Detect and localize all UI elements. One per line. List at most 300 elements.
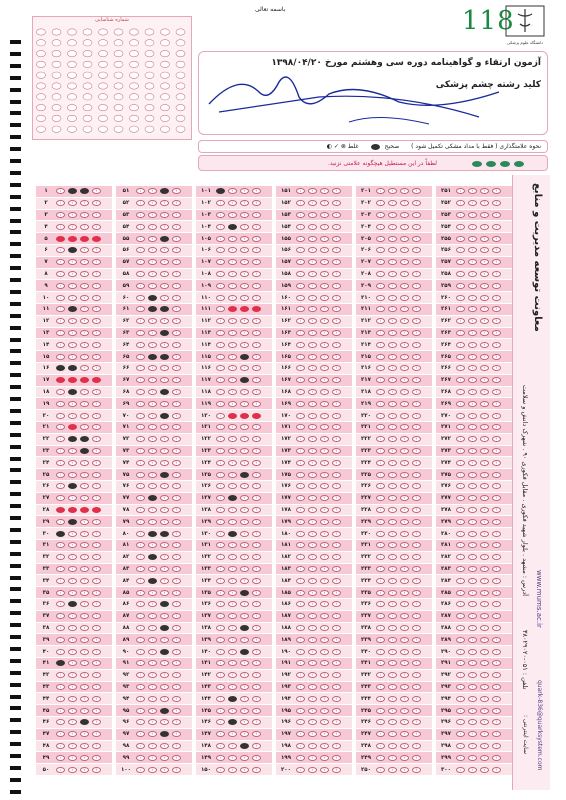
answer-bubble[interactable]: ۳ [480, 200, 489, 206]
answer-bubble[interactable]: ۳ [160, 613, 169, 619]
answer-bubble[interactable]: ۱ [296, 613, 305, 619]
answer-bubble[interactable]: ۱ [56, 613, 65, 619]
answer-bubble[interactable]: ۲ [68, 354, 77, 360]
answer-bubble[interactable]: ۱ [136, 672, 145, 678]
answer-bubble[interactable]: ۳ [400, 507, 409, 513]
answer-bubble[interactable]: ۲ [388, 637, 397, 643]
answer-bubble[interactable]: ۴ [412, 389, 421, 395]
answer-bubble[interactable] [80, 507, 89, 513]
answer-bubble[interactable]: ۲ [468, 212, 477, 218]
answer-bubble[interactable]: ۱ [456, 601, 465, 607]
answer-bubble[interactable]: ۲ [228, 318, 237, 324]
answer-bubble[interactable]: ۲ [228, 330, 237, 336]
answer-bubble[interactable]: ۲ [308, 354, 317, 360]
answer-bubble[interactable]: ۴ [172, 613, 181, 619]
answer-bubble[interactable]: ۱ [216, 236, 225, 242]
answer-bubble[interactable]: ۲ [148, 271, 157, 277]
answer-bubble[interactable]: ۲ [228, 613, 237, 619]
answer-bubble[interactable]: ۳ [480, 625, 489, 631]
answer-bubble[interactable]: ۳ [240, 283, 249, 289]
answer-bubble[interactable]: ۳ [160, 283, 169, 289]
answer-bubble[interactable]: ۱ [376, 200, 385, 206]
answer-bubble[interactable]: ۱ [296, 566, 305, 572]
answer-bubble[interactable]: ۴ [252, 590, 261, 596]
answer-bubble[interactable]: ۱ [136, 542, 145, 548]
answer-bubble[interactable]: ۱ [296, 188, 305, 194]
answer-bubble[interactable]: ۲ [388, 590, 397, 596]
answer-bubble[interactable]: ۴ [172, 649, 181, 655]
answer-bubble[interactable]: ۴ [412, 401, 421, 407]
answer-bubble[interactable]: ۱ [376, 649, 385, 655]
answer-bubble[interactable]: ۱ [376, 436, 385, 442]
answer-bubble[interactable] [160, 531, 169, 537]
answer-bubble[interactable]: ۲ [468, 295, 477, 301]
answer-bubble[interactable]: ۳ [400, 578, 409, 584]
answer-bubble[interactable]: ۴ [492, 696, 501, 702]
answer-bubble[interactable]: ۳ [400, 767, 409, 773]
answer-bubble[interactable]: ۱ [456, 519, 465, 525]
answer-bubble[interactable]: ۱ [136, 578, 145, 584]
answer-bubble[interactable]: ۴ [252, 731, 261, 737]
answer-bubble[interactable]: ۴ [332, 259, 341, 265]
answer-bubble[interactable]: ۲ [148, 708, 157, 714]
answer-bubble[interactable]: ۱ [456, 472, 465, 478]
answer-bubble[interactable]: ۳ [400, 436, 409, 442]
answer-bubble[interactable]: ۲ [308, 330, 317, 336]
answer-bubble[interactable]: ۳ [80, 295, 89, 301]
answer-bubble[interactable]: ۲ [68, 566, 77, 572]
answer-bubble[interactable]: ۴ [92, 755, 101, 761]
answer-bubble[interactable]: ۲ [68, 590, 77, 596]
answer-bubble[interactable]: ۴ [252, 696, 261, 702]
answer-bubble[interactable]: ۲ [468, 625, 477, 631]
answer-bubble[interactable]: ۳ [480, 743, 489, 749]
answer-bubble[interactable] [240, 354, 249, 360]
answer-bubble[interactable]: ۱ [216, 224, 225, 230]
answer-bubble[interactable]: ۲ [228, 200, 237, 206]
answer-bubble[interactable]: ۴ [492, 519, 501, 525]
answer-bubble[interactable]: ۱ [136, 354, 145, 360]
answer-bubble[interactable]: ۱ [216, 330, 225, 336]
answer-bubble[interactable]: ۳ [400, 696, 409, 702]
answer-bubble[interactable]: ۴ [492, 649, 501, 655]
answer-bubble[interactable]: ۳ [320, 578, 329, 584]
answer-bubble[interactable]: ۱ [136, 306, 145, 312]
answer-bubble[interactable]: ۳ [400, 625, 409, 631]
answer-bubble[interactable]: ۴ [412, 743, 421, 749]
answer-bubble[interactable]: ۲ [148, 401, 157, 407]
answer-bubble[interactable]: ۱ [456, 507, 465, 513]
answer-bubble[interactable]: ۲ [308, 472, 317, 478]
answer-bubble[interactable]: ۴ [252, 542, 261, 548]
answer-bubble[interactable]: ۱ [456, 531, 465, 537]
answer-bubble[interactable]: ۴ [332, 377, 341, 383]
answer-bubble[interactable]: ۲ [308, 519, 317, 525]
answer-bubble[interactable]: ۴ [252, 483, 261, 489]
answer-bubble[interactable]: ۱ [136, 495, 145, 501]
answer-bubble[interactable]: ۴ [252, 436, 261, 442]
answer-bubble[interactable]: ۴ [172, 212, 181, 218]
answer-bubble[interactable]: ۳ [160, 578, 169, 584]
answer-bubble[interactable]: ۳ [320, 283, 329, 289]
answer-bubble[interactable]: ۴ [92, 436, 101, 442]
answer-bubble[interactable]: ۳ [320, 672, 329, 678]
answer-bubble[interactable]: ۳ [320, 401, 329, 407]
answer-bubble[interactable] [160, 472, 169, 478]
answer-bubble[interactable]: ۲ [388, 283, 397, 289]
answer-bubble[interactable]: ۳ [80, 401, 89, 407]
answer-bubble[interactable]: ۳ [400, 684, 409, 690]
answer-bubble[interactable]: ۲ [228, 601, 237, 607]
answer-bubble[interactable]: ۴ [252, 283, 261, 289]
answer-bubble[interactable]: ۲ [68, 684, 77, 690]
answer-bubble[interactable] [68, 365, 77, 371]
answer-bubble[interactable]: ۱ [456, 200, 465, 206]
answer-bubble[interactable]: ۴ [332, 637, 341, 643]
answer-bubble[interactable]: ۳ [320, 542, 329, 548]
answer-bubble[interactable]: ۴ [252, 566, 261, 572]
answer-bubble[interactable]: ۲ [468, 590, 477, 596]
answer-bubble[interactable]: ۴ [172, 472, 181, 478]
answer-bubble[interactable]: ۳ [320, 224, 329, 230]
answer-bubble[interactable]: ۳ [320, 743, 329, 749]
answer-bubble[interactable]: ۴ [412, 259, 421, 265]
answer-bubble[interactable]: ۲ [228, 236, 237, 242]
answer-bubble[interactable]: ۳ [480, 424, 489, 430]
answer-bubble[interactable]: ۳ [480, 531, 489, 537]
answer-bubble[interactable]: ۲ [148, 342, 157, 348]
answer-bubble[interactable]: ۴ [92, 649, 101, 655]
answer-bubble[interactable]: ۴ [332, 224, 341, 230]
answer-bubble[interactable]: ۲ [388, 330, 397, 336]
answer-bubble[interactable]: ۱ [296, 507, 305, 513]
answer-bubble[interactable]: ۱ [136, 531, 145, 537]
answer-bubble[interactable]: ۲ [308, 566, 317, 572]
answer-bubble[interactable]: ۱ [56, 424, 65, 430]
answer-bubble[interactable]: ۲ [68, 542, 77, 548]
answer-bubble[interactable]: ۳ [480, 767, 489, 773]
answer-bubble[interactable]: ۱ [456, 401, 465, 407]
answer-bubble[interactable] [160, 188, 169, 194]
answer-bubble[interactable]: ۲ [228, 212, 237, 218]
answer-bubble[interactable]: ۴ [412, 625, 421, 631]
answer-bubble[interactable]: ۴ [332, 330, 341, 336]
answer-bubble[interactable]: ۱ [56, 306, 65, 312]
answer-bubble[interactable]: ۱ [456, 283, 465, 289]
answer-bubble[interactable]: ۱ [376, 212, 385, 218]
answer-bubble[interactable]: ۱ [216, 731, 225, 737]
answer-bubble[interactable]: ۲ [308, 318, 317, 324]
answer-bubble[interactable]: ۱ [56, 354, 65, 360]
answer-bubble[interactable]: ۴ [92, 472, 101, 478]
answer-bubble[interactable]: ۴ [252, 354, 261, 360]
answer-bubble[interactable]: ۲ [228, 755, 237, 761]
answer-bubble[interactable]: ۳ [480, 507, 489, 513]
answer-bubble[interactable]: ۴ [172, 247, 181, 253]
answer-bubble[interactable]: ۱ [216, 660, 225, 666]
answer-bubble[interactable]: ۲ [468, 660, 477, 666]
answer-bubble[interactable] [80, 436, 89, 442]
answer-bubble[interactable]: ۳ [240, 330, 249, 336]
answer-bubble[interactable] [80, 236, 89, 242]
answer-bubble[interactable]: ۱ [296, 708, 305, 714]
answer-bubble[interactable]: ۲ [388, 672, 397, 678]
answer-bubble[interactable]: ۴ [252, 637, 261, 643]
answer-bubble[interactable]: ۱ [136, 613, 145, 619]
answer-bubble[interactable]: ۳ [320, 200, 329, 206]
answer-bubble[interactable]: ۳ [80, 767, 89, 773]
answer-bubble[interactable]: ۱ [456, 767, 465, 773]
answer-bubble[interactable]: ۳ [320, 330, 329, 336]
answer-bubble[interactable]: ۴ [92, 460, 101, 466]
answer-bubble[interactable] [68, 507, 77, 513]
answer-bubble[interactable]: ۱ [456, 448, 465, 454]
answer-bubble[interactable]: ۳ [160, 554, 169, 560]
answer-bubble[interactable] [160, 625, 169, 631]
answer-bubble[interactable]: ۲ [68, 413, 77, 419]
answer-bubble[interactable]: ۲ [468, 637, 477, 643]
answer-bubble[interactable]: ۱ [376, 531, 385, 537]
answer-bubble[interactable]: ۱ [136, 637, 145, 643]
answer-bubble[interactable]: ۲ [308, 413, 317, 419]
answer-bubble[interactable]: ۳ [320, 507, 329, 513]
answer-bubble[interactable]: ۳ [160, 224, 169, 230]
answer-bubble[interactable]: ۳ [480, 708, 489, 714]
answer-bubble[interactable]: ۲ [148, 424, 157, 430]
answer-bubble[interactable]: ۳ [320, 767, 329, 773]
answer-bubble[interactable]: ۱ [136, 389, 145, 395]
answer-bubble[interactable]: ۳ [400, 483, 409, 489]
answer-bubble[interactable]: ۳ [320, 590, 329, 596]
answer-bubble[interactable]: ۲ [308, 259, 317, 265]
answer-bubble[interactable]: ۳ [240, 188, 249, 194]
answer-bubble[interactable]: ۴ [92, 531, 101, 537]
answer-bubble[interactable]: ۳ [80, 283, 89, 289]
answer-bubble[interactable]: ۴ [492, 613, 501, 619]
answer-bubble[interactable]: ۳ [240, 436, 249, 442]
answer-bubble[interactable]: ۴ [172, 660, 181, 666]
answer-bubble[interactable]: ۲ [308, 188, 317, 194]
answer-bubble[interactable]: ۲ [68, 554, 77, 560]
answer-bubble[interactable]: ۲ [68, 731, 77, 737]
answer-bubble[interactable]: ۳ [400, 188, 409, 194]
answer-bubble[interactable]: ۴ [492, 625, 501, 631]
answer-bubble[interactable]: ۲ [68, 448, 77, 454]
answer-bubble[interactable]: ۱ [56, 330, 65, 336]
answer-bubble[interactable]: ۱ [296, 259, 305, 265]
answer-bubble[interactable]: ۱ [136, 660, 145, 666]
answer-bubble[interactable]: ۳ [480, 413, 489, 419]
answer-bubble[interactable]: ۲ [388, 377, 397, 383]
answer-bubble[interactable]: ۱ [296, 519, 305, 525]
answer-bubble[interactable]: ۴ [412, 660, 421, 666]
answer-bubble[interactable]: ۴ [332, 578, 341, 584]
answer-bubble[interactable]: ۳ [80, 531, 89, 537]
answer-bubble[interactable]: ۲ [148, 330, 157, 336]
answer-bubble[interactable]: ۳ [400, 200, 409, 206]
answer-bubble[interactable]: ۲ [228, 460, 237, 466]
answer-bubble[interactable]: ۴ [412, 212, 421, 218]
answer-bubble[interactable]: ۳ [240, 271, 249, 277]
answer-bubble[interactable]: ۲ [468, 696, 477, 702]
answer-bubble[interactable]: ۴ [492, 389, 501, 395]
answer-bubble[interactable]: ۴ [92, 188, 101, 194]
answer-bubble[interactable]: ۲ [468, 365, 477, 371]
answer-bubble[interactable]: ۱ [136, 519, 145, 525]
answer-bubble[interactable]: ۴ [332, 542, 341, 548]
answer-bubble[interactable] [148, 495, 157, 501]
answer-bubble[interactable]: ۳ [480, 613, 489, 619]
answer-bubble[interactable]: ۳ [320, 413, 329, 419]
answer-bubble[interactable]: ۴ [492, 212, 501, 218]
answer-bubble[interactable]: ۱ [136, 625, 145, 631]
answer-bubble[interactable]: ۱ [216, 424, 225, 430]
answer-bubble[interactable]: ۲ [388, 188, 397, 194]
answer-bubble[interactable]: ۳ [480, 448, 489, 454]
answer-bubble[interactable]: ۱ [376, 483, 385, 489]
answer-bubble[interactable]: ۲ [228, 424, 237, 430]
answer-bubble[interactable]: ۴ [92, 731, 101, 737]
answer-bubble[interactable]: ۴ [332, 554, 341, 560]
answer-bubble[interactable]: ۳ [80, 625, 89, 631]
answer-bubble[interactable]: ۱ [216, 200, 225, 206]
answer-bubble[interactable]: ۳ [400, 495, 409, 501]
answer-bubble[interactable]: ۴ [172, 330, 181, 336]
answer-bubble[interactable]: ۱ [56, 696, 65, 702]
answer-bubble[interactable]: ۳ [80, 590, 89, 596]
answer-bubble[interactable]: ۴ [492, 306, 501, 312]
answer-bubble[interactable]: ۲ [388, 483, 397, 489]
answer-bubble[interactable]: ۳ [320, 354, 329, 360]
answer-bubble[interactable]: ۲ [388, 212, 397, 218]
answer-bubble[interactable]: ۲ [468, 578, 477, 584]
answer-bubble[interactable]: ۱ [296, 330, 305, 336]
answer-bubble[interactable]: ۳ [240, 212, 249, 218]
answer-bubble[interactable]: ۱ [136, 436, 145, 442]
answer-bubble[interactable]: ۲ [308, 531, 317, 537]
answer-bubble[interactable]: ۱ [216, 672, 225, 678]
answer-bubble[interactable]: ۱ [136, 212, 145, 218]
answer-bubble[interactable] [160, 236, 169, 242]
answer-bubble[interactable]: ۳ [480, 696, 489, 702]
answer-bubble[interactable] [56, 660, 65, 666]
answer-bubble[interactable]: ۴ [412, 767, 421, 773]
answer-bubble[interactable]: ۱ [376, 708, 385, 714]
answer-bubble[interactable]: ۴ [492, 377, 501, 383]
answer-bubble[interactable]: ۱ [456, 708, 465, 714]
answer-bubble[interactable] [148, 578, 157, 584]
answer-bubble[interactable]: ۱ [376, 306, 385, 312]
answer-bubble[interactable]: ۳ [320, 531, 329, 537]
answer-bubble[interactable]: ۱ [296, 554, 305, 560]
answer-bubble[interactable]: ۴ [252, 247, 261, 253]
answer-bubble[interactable]: ۲ [228, 731, 237, 737]
answer-bubble[interactable]: ۱ [376, 743, 385, 749]
answer-bubble[interactable]: ۴ [252, 767, 261, 773]
answer-bubble[interactable]: ۳ [320, 365, 329, 371]
answer-bubble[interactable] [148, 554, 157, 560]
answer-bubble[interactable]: ۳ [320, 601, 329, 607]
answer-bubble[interactable]: ۲ [148, 684, 157, 690]
answer-bubble[interactable]: ۱ [216, 554, 225, 560]
answer-bubble[interactable]: ۳ [240, 389, 249, 395]
answer-bubble[interactable]: ۱ [376, 755, 385, 761]
answer-bubble[interactable]: ۴ [172, 236, 181, 242]
answer-bubble[interactable]: ۱ [136, 590, 145, 596]
answer-bubble[interactable]: ۴ [492, 566, 501, 572]
answer-bubble[interactable]: ۱ [136, 365, 145, 371]
answer-bubble[interactable] [240, 743, 249, 749]
answer-bubble[interactable]: ۳ [320, 448, 329, 454]
answer-bubble[interactable]: ۱ [216, 637, 225, 643]
answer-bubble[interactable]: ۲ [68, 212, 77, 218]
answer-bubble[interactable]: ۳ [400, 531, 409, 537]
answer-bubble[interactable]: ۲ [388, 542, 397, 548]
answer-bubble[interactable]: ۳ [80, 755, 89, 761]
answer-bubble[interactable]: ۲ [68, 495, 77, 501]
answer-bubble[interactable]: ۳ [320, 436, 329, 442]
answer-bubble[interactable]: ۳ [320, 684, 329, 690]
answer-bubble[interactable]: ۲ [388, 448, 397, 454]
answer-bubble[interactable]: ۱ [216, 389, 225, 395]
answer-bubble[interactable]: ۳ [240, 613, 249, 619]
answer-bubble[interactable]: ۲ [308, 365, 317, 371]
answer-bubble[interactable]: ۴ [332, 495, 341, 501]
answer-bubble[interactable]: ۳ [480, 259, 489, 265]
answer-bubble[interactable]: ۲ [68, 200, 77, 206]
answer-bubble[interactable]: ۲ [388, 401, 397, 407]
answer-bubble[interactable]: ۲ [308, 424, 317, 430]
answer-bubble[interactable]: ۳ [80, 578, 89, 584]
answer-bubble[interactable]: ۱ [136, 413, 145, 419]
answer-bubble[interactable]: ۳ [160, 507, 169, 513]
answer-bubble[interactable]: ۱ [136, 295, 145, 301]
answer-bubble[interactable]: ۳ [480, 672, 489, 678]
answer-bubble[interactable]: ۴ [252, 531, 261, 537]
answer-bubble[interactable]: ۳ [480, 401, 489, 407]
answer-bubble[interactable]: ۴ [92, 767, 101, 773]
answer-bubble[interactable]: ۳ [160, 200, 169, 206]
answer-bubble[interactable]: ۳ [480, 283, 489, 289]
answer-bubble[interactable]: ۴ [252, 708, 261, 714]
answer-bubble[interactable]: ۳ [80, 672, 89, 678]
answer-bubble[interactable]: ۲ [308, 613, 317, 619]
answer-bubble[interactable]: ۱ [56, 755, 65, 761]
answer-bubble[interactable]: ۳ [320, 377, 329, 383]
answer-bubble[interactable]: ۱ [296, 413, 305, 419]
answer-bubble[interactable]: ۳ [240, 259, 249, 265]
answer-bubble[interactable]: ۳ [80, 342, 89, 348]
answer-bubble[interactable]: ۲ [228, 377, 237, 383]
answer-bubble[interactable]: ۴ [492, 755, 501, 761]
answer-bubble[interactable]: ۱ [376, 672, 385, 678]
answer-bubble[interactable]: ۲ [148, 483, 157, 489]
answer-bubble[interactable]: ۳ [320, 554, 329, 560]
answer-bubble[interactable]: ۴ [92, 566, 101, 572]
answer-bubble[interactable]: ۱ [456, 590, 465, 596]
answer-bubble[interactable]: ۲ [148, 590, 157, 596]
answer-bubble[interactable]: ۱ [296, 236, 305, 242]
answer-bubble[interactable]: ۳ [400, 731, 409, 737]
answer-bubble[interactable]: ۴ [412, 590, 421, 596]
answer-bubble[interactable]: ۲ [388, 731, 397, 737]
answer-bubble[interactable]: ۳ [80, 660, 89, 666]
answer-bubble[interactable] [228, 306, 237, 312]
answer-bubble[interactable]: ۳ [480, 637, 489, 643]
answer-bubble[interactable]: ۴ [412, 472, 421, 478]
answer-bubble[interactable]: ۱ [216, 708, 225, 714]
answer-bubble[interactable]: ۳ [400, 365, 409, 371]
